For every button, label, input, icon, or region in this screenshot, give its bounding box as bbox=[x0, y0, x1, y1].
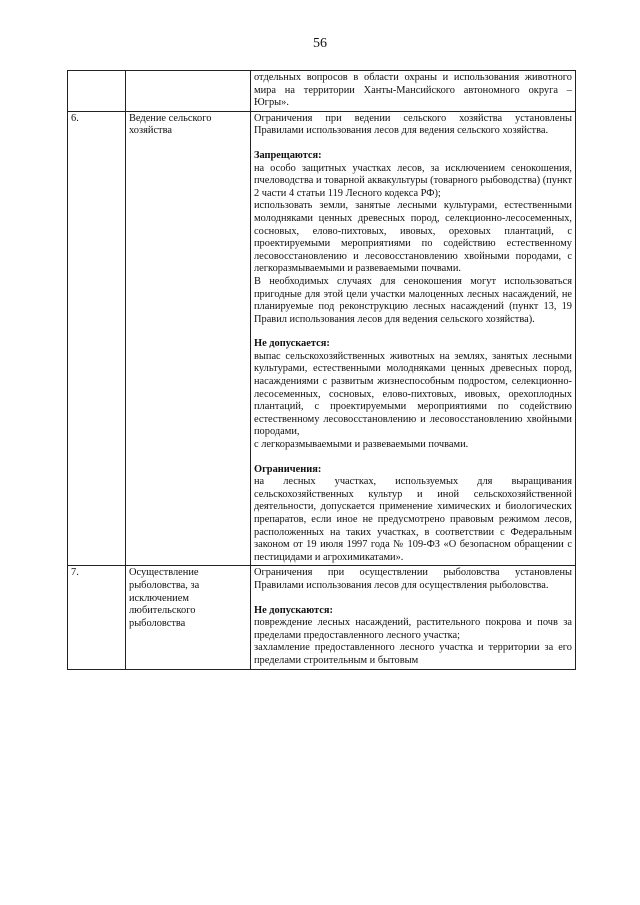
spacer bbox=[254, 452, 572, 464]
spacer bbox=[254, 326, 572, 338]
restrictions-cell bbox=[251, 111, 576, 566]
regulations-table bbox=[67, 70, 576, 670]
paragraph: Ограничения при осуществлении рыболовства установлены Правилами использования лесов для осуществления рыболовства. bbox=[254, 567, 572, 591]
activity-name: Ведение сельского хозяйства bbox=[126, 111, 251, 566]
table-row bbox=[68, 566, 576, 669]
paragraph: повреждение лесных насаждений, растительного покрова и почв за пределами предоставленного лесного участка; bbox=[254, 617, 572, 641]
table-row bbox=[68, 71, 576, 112]
section-heading: Не допускаются: bbox=[254, 604, 333, 616]
activity-name bbox=[126, 71, 251, 112]
paragraph: выпас сельскохозяйственных животных на землях, занятых лесными культурами, естественными молодняками ценных древесных пород, насаждениями с развитым жизнеспособным подростом, селекционно-лесосеменных, сосновых, елово-пихтовых, ивовых, орехоплодных плантаций, с проектируемыми мероприятиями по содействию естественному лесовосстановлению и лесовосстановлению хвойными породами, bbox=[254, 350, 572, 438]
paragraph: использовать земли, занятые лесными культурами, естественными молодняками ценных древесных пород, селекционно-лесосеменных, сосновых, елово-пихтовых, ивовых, ореховых плантаций, с проектируемыми мероприятиями по содействию естественному лесовосстановлению и лесовосстановлению хвойными породами, с легкоразмываемыми и развеваемыми почвами. bbox=[254, 200, 572, 275]
activity-name: Осуществление рыболовства, за исключением любительского рыболовства bbox=[126, 566, 251, 669]
spacer bbox=[254, 593, 572, 605]
table-row bbox=[68, 111, 576, 566]
paragraph: В необходимых случаях для сенокошения могут использоваться пригодные для этой цели участки малоценных лесных насаждений, не планируемые под реконструкцию лесных насаждений (пункт 13, 19 Правил использования лесов для ведения сельского хозяйства). bbox=[254, 275, 572, 325]
section-heading: Запрещаются: bbox=[254, 149, 322, 161]
paragraph: с легкоразмываемыми и развеваемыми почвами. bbox=[254, 439, 469, 451]
restrictions-cell bbox=[251, 71, 576, 112]
paragraph: Ограничения при ведении сельского хозяйства установлены Правилами использования лесов для ведения сельского хозяйства. bbox=[254, 112, 572, 137]
paragraph: на лесных участках, используемых для выращивания сельскохозяйственных культур и иной сельскохозяйственной деятельности, допускается применение химических и биологических препаратов, если иное не предусмотрено правовым режимом лесов, расположенных на таких участках, в соответствии с Федеральным законом от 19 июля 1997 года № 109-ФЗ «О безопасном обращении с пестицидами и агрохимикатами». bbox=[254, 476, 572, 563]
paragraph: захламление предоставленного лесного участка и территории за его пределами строительным и бытовым bbox=[254, 642, 572, 666]
spacer bbox=[254, 138, 572, 150]
restrictions-cell bbox=[251, 566, 576, 669]
page-number: 56 bbox=[313, 36, 327, 51]
row-number: 6. bbox=[68, 111, 126, 566]
row-number: 7. bbox=[68, 566, 126, 669]
section-heading: Не допускается: bbox=[254, 338, 330, 350]
row-number bbox=[68, 71, 126, 112]
paragraph: на особо защитных участках лесов, за исключением сенокошения, пчеловодства и товарной аквакультуры (товарного рыбоводства) (пункт 2 части 4 статьи 119 Лесного кодекса РФ); bbox=[254, 162, 572, 199]
paragraph: отдельных вопросов в области охраны и использования животного мира на территории Ханты-Мансийского автономного округа – Югры». bbox=[254, 72, 572, 109]
section-heading: Ограничения: bbox=[254, 463, 322, 475]
